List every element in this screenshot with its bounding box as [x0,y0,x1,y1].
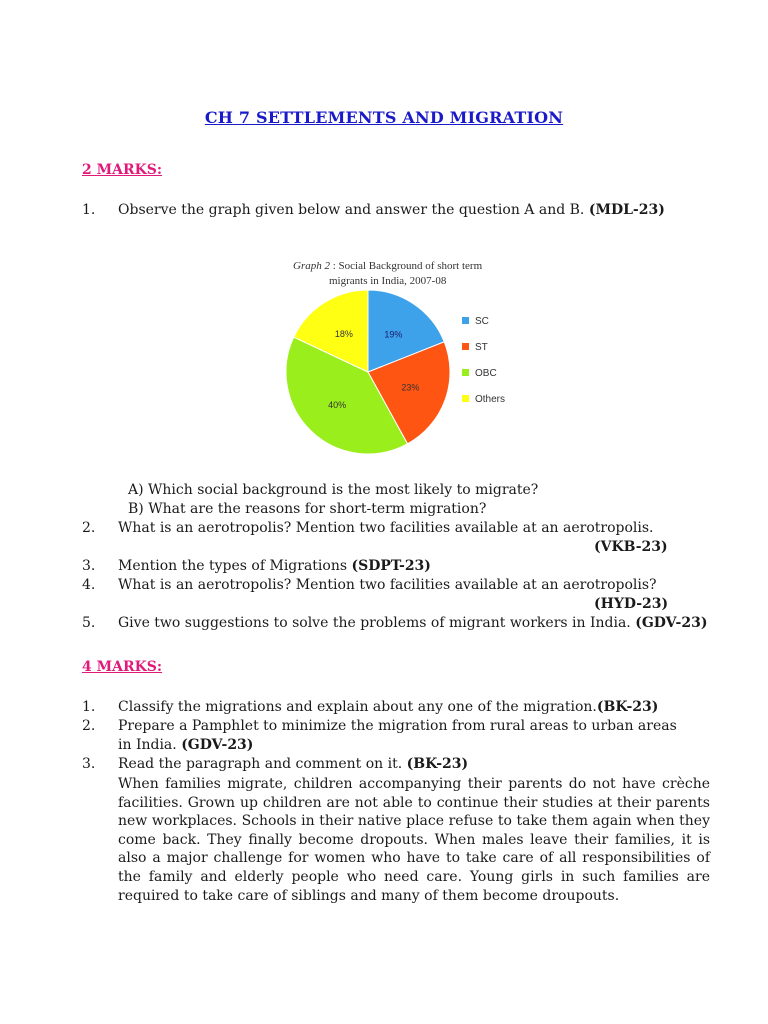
question-number: 2. [82,520,96,536]
comprehension-paragraph: When families migrate, children accompanying their parents do not have crèche facilities. Grown up children are not able to continue their studies at their parents new workplaces. Schools in their native place refuse to take them again when they come back. They finally become dropouts. When males leave their families, it is also a major challenge for women who have to take care of all responsibilities of the family and elderly people who need care. Young girls in such families are required to take care of siblings and many of them become droupouts. [118,776,710,904]
question-number: 1. [82,202,96,218]
chart-title-text: : Social Background of short term [329,260,483,272]
section-heading-2-marks: 2 MARKS: [82,162,163,178]
question-part-b: B) What are the reasons for short-term migration? [128,501,487,517]
pie-data-label: 19% [384,329,403,340]
question-source-tag: (GDV-23) [635,615,708,631]
question-text [118,202,665,218]
question-body: Observe the graph given below and answer the question A and B. [118,202,589,218]
question-text [118,615,707,631]
question-part-a: A) Which social background is the most likely to migrate? [128,482,539,498]
question-number: 3. [82,558,96,574]
legend-label: OBC [475,368,497,379]
pie-data-label: 40% [328,399,347,410]
question-number: 4. [82,577,96,593]
legend-swatch [462,369,469,376]
question-text [118,756,468,772]
question-number: 1. [82,699,96,715]
chart-title-line2: migrants in India, 2007-08 [329,275,447,287]
section-heading-4-marks: 4 MARKS: [82,659,163,675]
question-source-tag: (GDV-23) [181,737,254,753]
question-text-line2 [118,737,253,753]
question-body: Classify the migrations and explain about any one of the migration. [118,699,597,715]
legend-label: SC [475,316,489,327]
page-title: CH 7 SETTLEMENTS AND MIGRATION [204,108,564,127]
legend-swatch [462,343,469,350]
question-body: Read the paragraph and comment on it. [118,756,407,772]
question-body: in India. [118,737,182,753]
legend-swatch [462,395,469,402]
question-body: Mention the types of Migrations [118,558,352,574]
question-text [118,558,431,574]
chart-title-line1 [293,260,482,272]
legend-label: Others [475,394,505,405]
question-source-tag: (BK-23) [596,699,659,715]
question-number: 2. [82,718,96,734]
question-body: Give two suggestions to solve the problems of migrant workers in India. [118,615,636,631]
legend-swatch [462,317,469,324]
pie-chart [285,258,505,458]
legend-label: ST [475,342,488,353]
pie-data-label: 18% [334,328,353,339]
pie-data-label: 23% [401,382,420,393]
question-source-tag: (VKB-23) [594,539,668,555]
question-number: 5. [82,615,96,631]
question-source-tag: (BK-23) [406,756,469,772]
question-text: What is an aerotropolis? Mention two facilities available at an aerotropolis. [118,520,654,536]
question-text-line1: Prepare a Pamphlet to minimize the migration from rural areas to urban areas [118,718,677,734]
question-number: 3. [82,756,96,772]
question-text [118,699,658,715]
question-text: What is an aerotropolis? Mention two facilities available at an aerotropolis? [118,577,657,593]
pie-chart-svg [285,290,505,458]
question-source-tag: (SDPT-23) [351,558,431,574]
question-source-tag: (HYD-23) [594,596,669,612]
question-source-tag: (MDL-23) [588,202,665,218]
chart-title-graph-number: Graph 2 [293,260,330,272]
